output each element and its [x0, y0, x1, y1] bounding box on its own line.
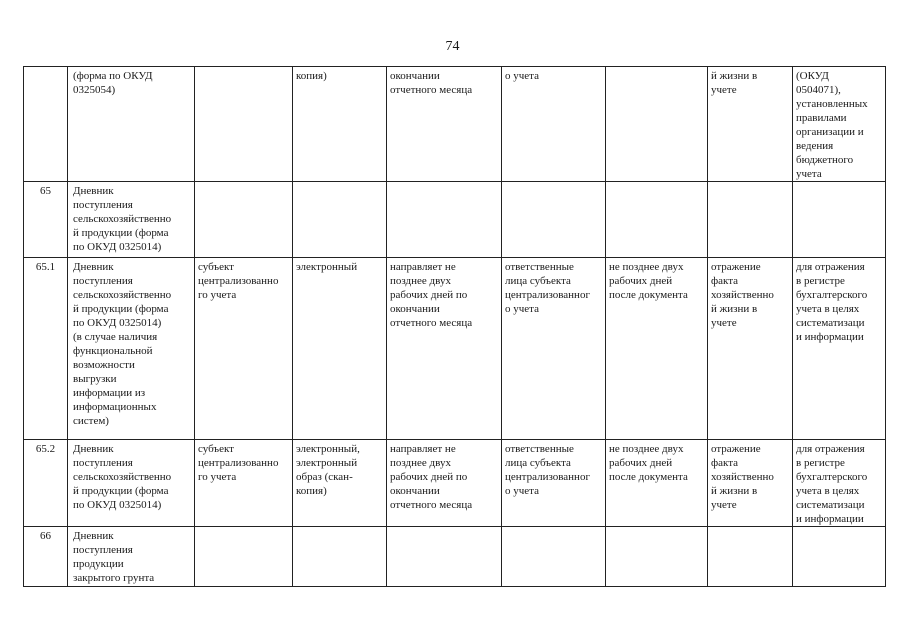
document-name-cell: Дневник поступления сельскохозяйственно й продукции (форма по ОКУД 0325014) [73, 185, 172, 253]
row-number [24, 67, 68, 182]
processing-term-cell: не позднее двух рабочих дней после документа [609, 443, 688, 483]
table-row [24, 440, 886, 527]
responsible-persons-cell: ответственные лица субъекта централизованног о учета [505, 443, 590, 497]
table-cell: о учета [505, 70, 539, 82]
submission-term-cell: направляет не позднее двух рабочих дней по окончании отчетного месяца [390, 443, 473, 511]
table-cell: й жизни в учете [711, 70, 758, 96]
row-number: 65.1 [24, 258, 68, 440]
document-table [23, 66, 886, 587]
submission-term-cell: направляет не позднее двух рабочих дней по окончании отчетного месяца [390, 261, 473, 329]
table-row [24, 527, 886, 587]
usage-cell: для отражения в регистре бухгалтерского учета в целях систематизаци и информации [796, 261, 868, 343]
purpose-cell: отражение факта хозяйственно й жизни в учете [711, 261, 774, 329]
document-name-cell: Дневник поступления сельскохозяйственно й продукции (форма по ОКУД 0325014) (в случае наличия функциональной возможности выгрузки информации из информационных систем) [73, 261, 172, 427]
table-row [24, 182, 886, 258]
purpose-cell: отражение факта хозяйственно й жизни в учете [711, 443, 774, 511]
processing-term-cell: не позднее двух рабочих дней после документа [609, 261, 688, 301]
document-name-cell: Дневник поступления продукции закрытого грунта [73, 530, 155, 584]
usage-cell: для отражения в регистре бухгалтерского учета в целях систематизаци и информации [796, 443, 868, 525]
responsible-subject-cell: субъект централизованно го учета [198, 261, 279, 301]
row-number: 66 [24, 527, 68, 587]
table-cell: копия) [296, 70, 327, 82]
row-number: 65.2 [24, 440, 68, 527]
document-name-cell: (форма по ОКУД 0325054) [73, 70, 153, 96]
table-cell: окончании отчетного месяца [390, 70, 473, 96]
document-format-cell: электронный [296, 261, 358, 273]
table-row [24, 67, 886, 182]
table-row [24, 258, 886, 440]
table-cell: (ОКУД 0504071), установленных правилами организации и ведения бюджетного учета [796, 70, 868, 180]
responsible-subject-cell: субъект централизованно го учета [198, 443, 279, 483]
document-name-cell: Дневник поступления сельскохозяйственно й продукции (форма по ОКУД 0325014) [73, 443, 172, 511]
page-number: 74 [445, 39, 460, 54]
row-number: 65 [24, 182, 68, 258]
responsible-persons-cell: ответственные лица субъекта централизованног о учета [505, 261, 590, 315]
document-format-cell: электронный, электронный образ (скан- копия) [296, 443, 360, 497]
